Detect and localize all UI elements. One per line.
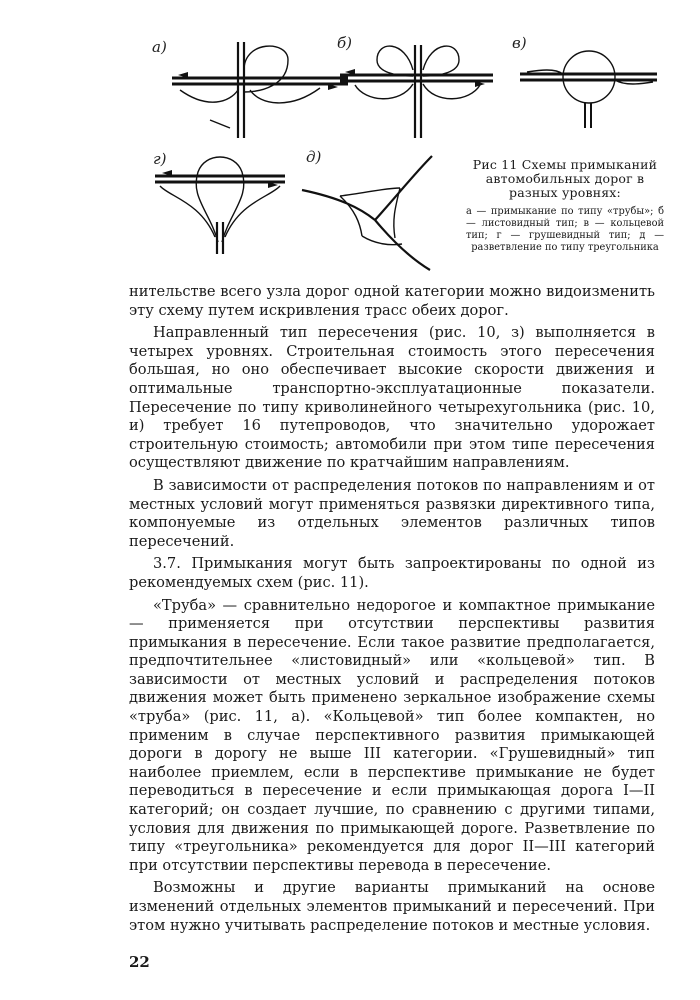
paragraph-directional: Направленный тип пересечения (рис. 10, з) выполняется в четырех уровнях. Строительная стоимость этого пересечения большая, но оно обеспечивает высокие скорости движения и оптимальные транспортно-эксплуатационные показатели. Пересечение по типу криволинейного четырехугольника (рис. 10, и) требует 16 путепроводов, что значительно удорожает строительную стоимость; автомобили при этом типе пересечения осуществляют движение по кратчайшим направлениям. [129, 324, 655, 472]
diagram-leaf [335, 30, 495, 140]
diagram-ring [515, 40, 660, 130]
caption-title: Рис 11 Схемы примыканий автомобильных дорог в разных уровнях: [472, 157, 658, 200]
paragraph-directive: В зависимости от распределения потоков по направлениям и от местных условий могут применяться развязки директивного типа, компонуемые из отдельных элементов различных типов пересечений. [129, 476, 655, 550]
caption-description: а — примыкание по типу «трубы»; б — листовидный тип; в — кольцевой тип; г — грушевидный тип; д — разветвление по типу треугольника [466, 206, 664, 253]
paragraph-section-3-7: 3.7. Примыкания могут быть запроектированы по одной из рекомендуемых схем (рис. 11). [129, 555, 655, 591]
paragraph-trumpet: «Труба» — сравнительно недорогое и компактное примыкание — применяется при отсутствии перспективы развития примыкания в пересечение. Если такое развитие предполагается, предпочтительнее «листовидный» или «кольцевой» тип. В зависимости от местных условий и распределения потоков движения может быть применено зеркальное изображение схемы «труба» (рис. 11, а). «Кольцевой» тип более компактен, но применим в случае перспективного развития примыкающей дороги в дорогу не выше III категории. «Грушевидный» тип наиболее приемлем, если в перспективе примыкание не будет переводиться в пересечение и если примыкающая дорога I—II категорий; он создает лучшие, по сравнению с другими типами, условия для движения по примыкающей дороге. Разветвление по типу «треугольника» рекомендуется для дорог II—III категорий при отсутствии перспективы перевода в пересечение. [129, 596, 655, 874]
figure-label-b: б) [337, 34, 353, 52]
paragraph-other-variants: Возможны и другие варианты примыканий на основе изменений отдельных элементов примыканий и пересечений. При этом нужно учитывать распределение потоков и местные условия. [129, 879, 655, 934]
diagram-pear [150, 142, 290, 257]
figure-label-e: д) [306, 148, 322, 166]
figure-caption [466, 158, 664, 254]
page-number: 22 [129, 953, 150, 971]
diagram-triangle [300, 148, 440, 273]
figure-label-d: г) [153, 150, 167, 168]
paragraph-continuation: нительстве всего узла дорог одной категории можно видоизменить эту схему путем искривления трасс обеих дорог. [129, 283, 655, 319]
figure-label-c: в) [512, 34, 527, 52]
body-text [129, 283, 655, 935]
figure-label-a: а) [152, 38, 167, 56]
diagram-trumpet [150, 30, 353, 140]
